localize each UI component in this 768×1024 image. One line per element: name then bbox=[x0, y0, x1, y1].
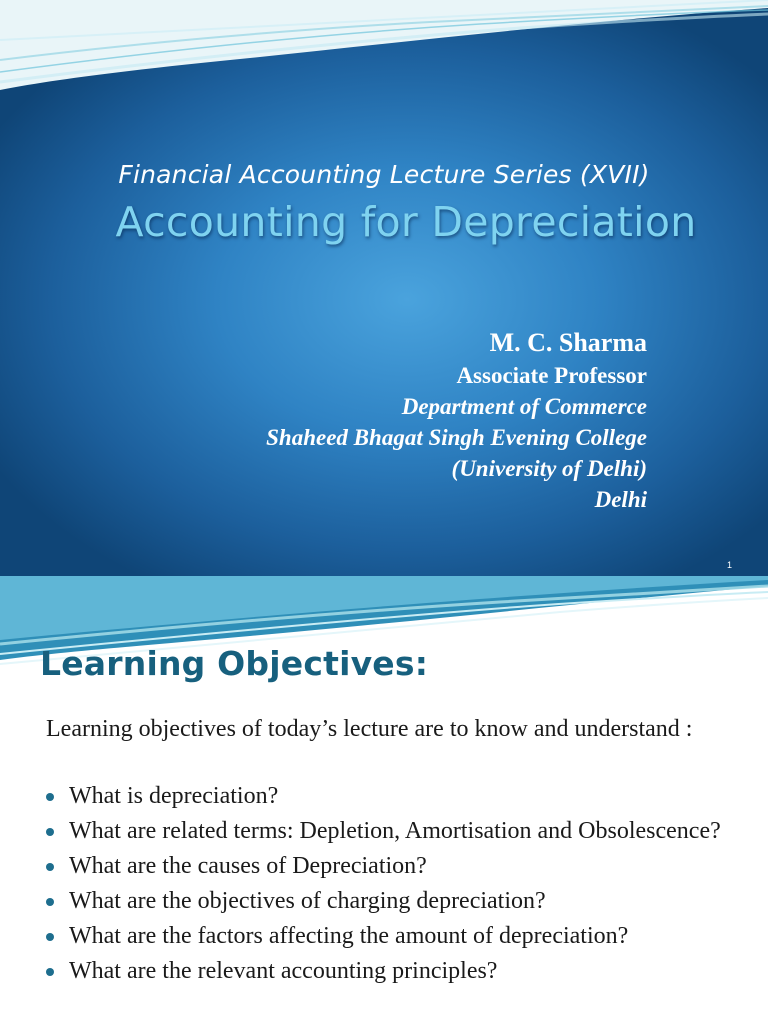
list-item-text: What are the objectives of charging depreciation? bbox=[69, 888, 546, 914]
author-university: (University of Delhi) bbox=[451, 456, 647, 481]
list-item bbox=[46, 851, 746, 882]
list-item-text: What are related terms: Depletion, Amortisation and Obsolescence? bbox=[69, 818, 721, 844]
bullet-icon bbox=[46, 863, 54, 871]
objectives-heading: Learning Objectives: bbox=[40, 644, 429, 683]
list-item bbox=[46, 921, 746, 952]
list-item-text: What are the causes of Depreciation? bbox=[69, 853, 427, 879]
decorative-wave-header bbox=[0, 0, 768, 100]
bullet-icon bbox=[46, 898, 54, 906]
objectives-intro: Learning objectives of today’s lecture are to know and understand : bbox=[46, 716, 693, 742]
list-item-text: What are the factors affecting the amount of depreciation? bbox=[69, 923, 629, 949]
slide-title: Accounting for Depreciation bbox=[115, 198, 697, 246]
author-college: Shaheed Bhagat Singh Evening College bbox=[266, 425, 647, 450]
bullet-icon bbox=[46, 968, 54, 976]
list-item-text: What is depreciation? bbox=[69, 783, 279, 809]
author-city: Delhi bbox=[594, 487, 647, 512]
objectives-list bbox=[46, 781, 746, 991]
bullet-icon bbox=[46, 933, 54, 941]
list-item bbox=[46, 816, 746, 847]
author-position: Associate Professor bbox=[456, 363, 647, 388]
slide-number: 1 bbox=[726, 560, 732, 570]
list-item-text: What are the relevant accounting principles? bbox=[69, 958, 498, 984]
author-name: M. C. Sharma bbox=[489, 328, 647, 357]
list-item bbox=[46, 781, 746, 812]
list-item bbox=[46, 956, 746, 987]
author-info bbox=[266, 326, 647, 515]
author-department: Department of Commerce bbox=[401, 394, 647, 419]
bullet-icon bbox=[46, 793, 54, 801]
list-item bbox=[46, 886, 746, 917]
bullet-icon bbox=[46, 828, 54, 836]
lecture-series-subtitle: Financial Accounting Lecture Series (XVII) bbox=[118, 160, 650, 189]
objectives-slide bbox=[0, 576, 768, 1024]
